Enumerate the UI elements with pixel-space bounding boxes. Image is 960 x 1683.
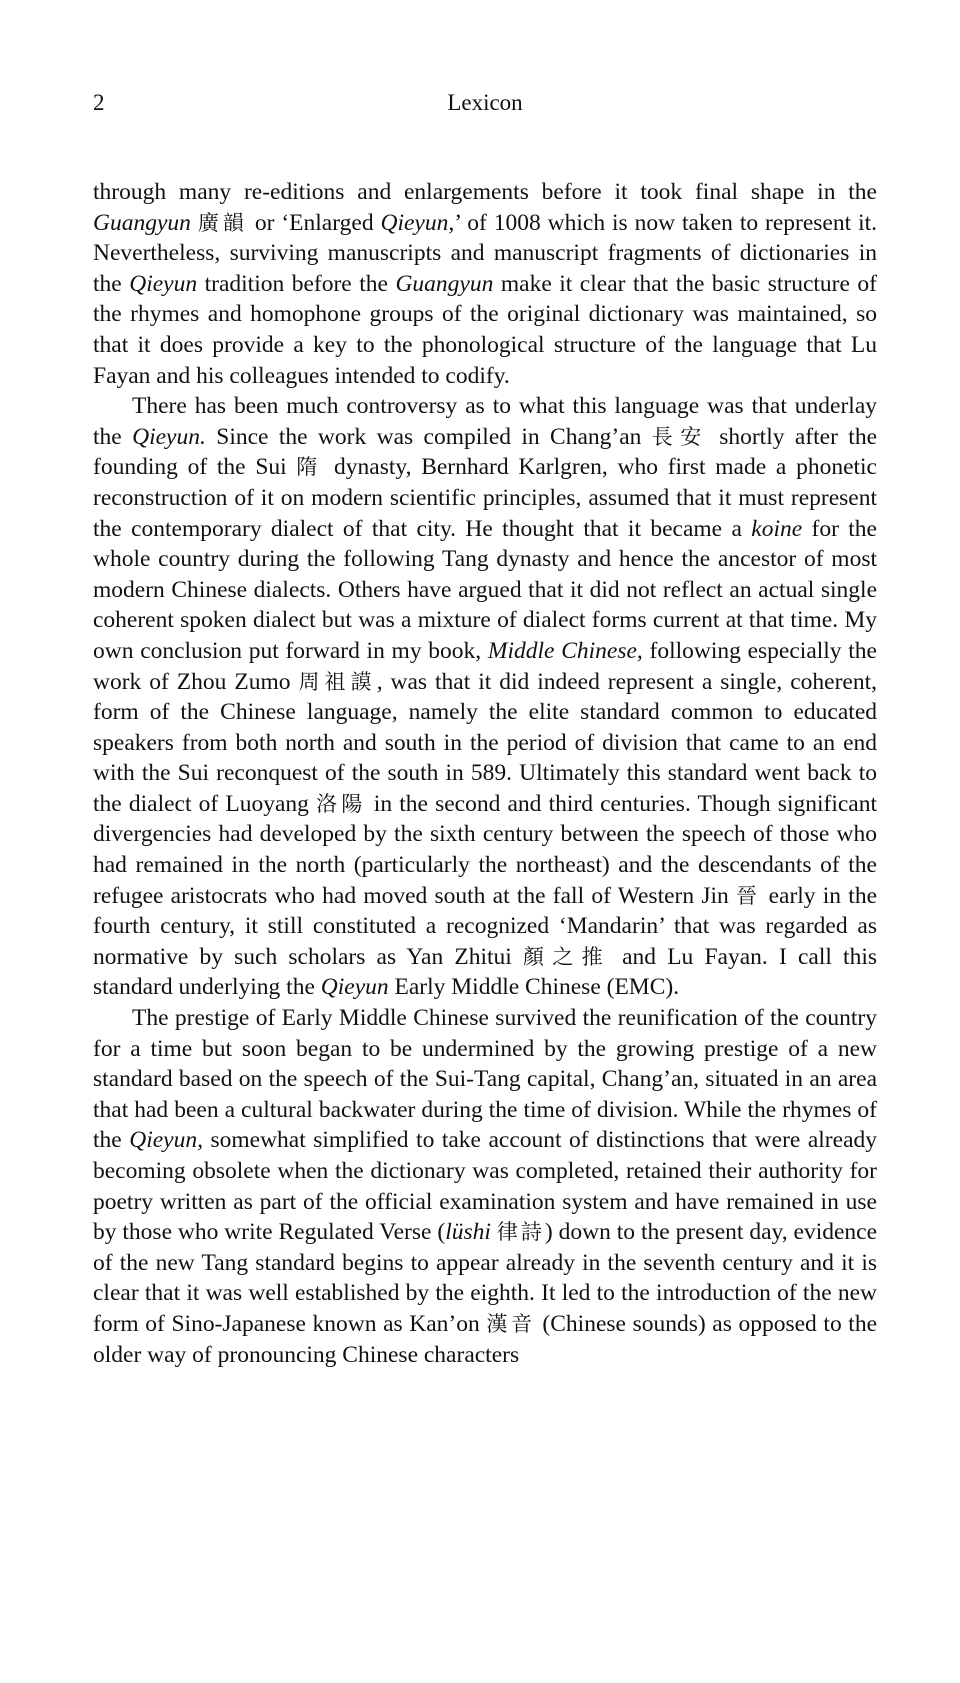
chinese-characters: 廣韻 (197, 210, 248, 235)
italic-term: koine (751, 515, 803, 542)
chinese-characters: 漢音 (486, 1311, 536, 1336)
text-run: shortly after the founding of the Sui (93, 423, 878, 481)
text-run: ) down to the present day, evidence of the new Tang standard begins to appear already in the seventh century and it is clear that it was well established by the eighth. It led to the introduction of the new form of Sino-Japanese known as Kan’on (93, 1219, 878, 1337)
body-text (93, 177, 877, 1370)
text-run: Since the work was compiled in Chang’an (205, 423, 652, 450)
text-run: somewhat simplified to take account of distinctions that were already becoming obsolete when the dictionary was completed, retained their authority for poetry written as part of the official examination system and have remained in use by those who write Regulated Verse ( (93, 1127, 877, 1246)
paragraph-continued (93, 177, 877, 391)
chinese-characters: 周祖謨 (298, 669, 377, 694)
running-title: Lexicon (447, 90, 523, 115)
text-run: dynasty, Bernhard Karlgren, who first made a phonetic reconstruction of it on modern scientific principles, assumed that it must represent the contemporary dialect of that city. He thought that it became a (93, 454, 877, 542)
italic-term: lüshi (445, 1219, 491, 1246)
italic-term: Qieyun (129, 270, 198, 297)
italic-term: Qieyun (320, 974, 389, 1001)
text-run: make it clear that the basic structure of the rhymes and homophone groups of the original dictionary was maintained, so that it does provide a key to the phonological structure of the language that Lu Fayan and his colleagues intended to codify. (93, 270, 877, 389)
text-run: or ‘Enlarged (247, 209, 381, 236)
text-run: The prestige of Early Middle Chinese survived the reunification of the country for a time but soon began to be undermined by the growing prestige of a new standard based on the speech of the Sui-Tang capital, Chang’an, situated in an area that had been a cultural backwater during the time of division. While the rhymes of the (93, 1005, 877, 1154)
text-run: and Lu Fayan. I call this standard underlying the (93, 943, 877, 1001)
text-run: through many re-editions and enlargements before it took final shape in the (93, 179, 877, 205)
italic-term: Qieyun, (129, 1127, 203, 1154)
text-run: in the second and third centuries. Though significant divergencies had developed by the sixth century between the speech of those who had remained in the north (particularly the northeast) and the descendants of the refugee aristocrats who had moved south at the fall of Western Jin (93, 790, 878, 909)
text-run: early in the fourth century, it still constituted a recognized ‘Mandarin’ that was regarded as normative by such scholars as Yan Zhitui (93, 882, 877, 970)
italic-term: Qieyun. (132, 423, 206, 450)
chinese-characters: 隋 (296, 455, 325, 480)
paragraph-emc-prestige (93, 1003, 877, 1370)
italic-term: Middle Chinese, (487, 637, 643, 664)
text-run: Early Middle Chinese (EMC). (388, 974, 680, 1001)
chinese-characters: 律詩 (496, 1220, 545, 1245)
text-run: (Chinese sounds) as opposed to the older way of pronouncing Chinese characters (93, 1310, 878, 1368)
text-run: There has been much controversy as to what this language was that underlay the (93, 393, 877, 450)
page-header (93, 90, 877, 130)
text-run: tradition before the (197, 270, 396, 297)
text-run: for the whole country during the following Tang dynasty and hence the ancestor of most modern Chinese dialects. Others have argued that it did not reflect an actual single coherent spoken dialect but was a mixture of dialect forms current at that time. My own conclusion put forward in my book, (93, 515, 877, 664)
text-run: following especially the work of Zhou Zumo (93, 637, 877, 695)
italic-term: Guangyun (93, 209, 191, 236)
chinese-characters: 洛陽 (316, 791, 367, 816)
paragraph-qieyun-language (93, 391, 877, 1003)
text-run (191, 210, 198, 236)
page-number: 2 (93, 90, 105, 115)
italic-term: Qieyun, (380, 209, 455, 236)
italic-term: Guangyun (395, 270, 494, 297)
text-run: ’ of 1008 which is now taken to represent it. Nevertheless, surviving manuscripts and manuscript fragments of dictionaries in the (93, 209, 877, 297)
chinese-characters: 長安 (651, 424, 709, 449)
chinese-characters: 顏之推 (523, 944, 611, 969)
chinese-characters: 晉 (736, 883, 762, 908)
text-run: , was that it did indeed represent a single, coherent, form of the Chinese language, namely the elite standard common to educated speakers from both north and south in the period of division that came to an end with the Sui reconquest of the south in 589. Ultimately this standard went back to the dialect of Luoyang (93, 668, 877, 817)
